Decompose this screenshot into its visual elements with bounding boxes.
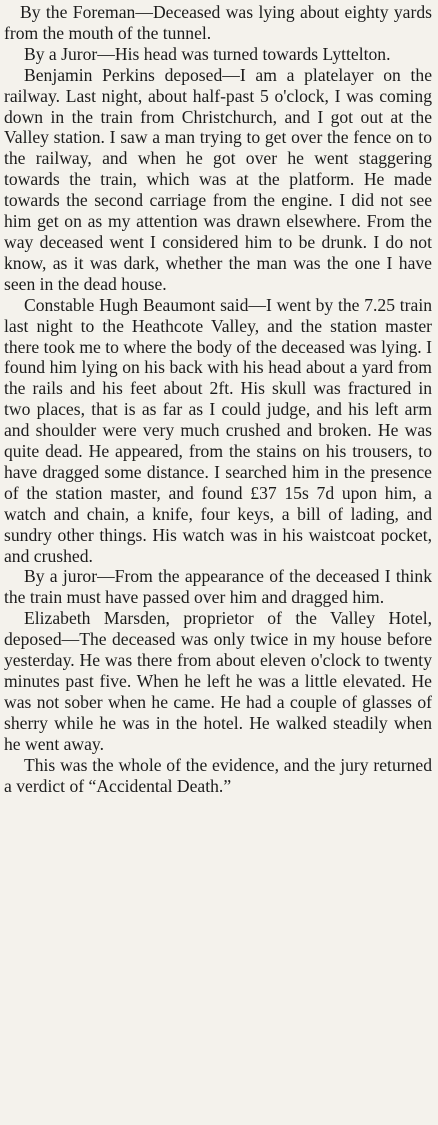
- beaumont-statement-paragraph: Constable Hugh Beaumont said—I went by the 7.25 train last night to the Heathcote Valley, and the station master there took me to where the body of the deceased was lying. I found him lying on his back with his head about a yard from the rails and his feet about 2ft. His skull was fractured in two places, that is as far as I could judge, and his left arm and shoulder were very much crushed and broken. He was quite dead. He appeared, from the stains on his trousers, to have dragged some distance. I searched him in the presence of the station master, and found £37 15s 7d upon him, a watch and chain, a knife, four keys, a bill of lading, and sundry other things. His watch was in his waistcoat pocket, and crushed.: [4, 294, 432, 566]
- foreman-testimony-paragraph: By the Foreman—Deceased was lying about eighty yards from the mouth of the tunnel.: [4, 2, 432, 43]
- juror-question-paragraph: By a Juror—His head was turned towards Lyttelton.: [24, 43, 391, 64]
- perkins-deposition-paragraph: Benjamin Perkins deposed—I am a platelayer on the railway. Last night, about half-past 5 o'clock, I was coming down in the train from Christchurch, and I got out at the Valley station. I saw a man trying to get over the fence on to the railway, and when he got over he went staggering towards the train, which was at the platform. He made towards the second carriage from the engine. I did not see him get on as my attention was drawn elsewhere. From the way deceased went I considered him to be drunk. I do not know, as it was dark, whether the man was the one I have seen in the dead house.: [4, 64, 432, 294]
- newspaper-column: [4, 2, 432, 796]
- juror-remark-paragraph: By a juror—From the appearance of the deceased I think the train must have passed over him and dragged him.: [4, 566, 432, 608]
- verdict-paragraph: This was the whole of the evidence, and the jury returned a verdict of “Accidental Death.”: [4, 754, 432, 796]
- marsden-deposition-paragraph: Elizabeth Marsden, proprietor of the Valley Hotel, deposed—The deceased was only twice in my house before yesterday. He was there from about eleven o'clock to twenty minutes past five. When he left he was a little elevated. He was not sober when he came. He had a couple of glasses of sherry while he was in the hotel. He walked steadily when he went away.: [4, 608, 432, 754]
